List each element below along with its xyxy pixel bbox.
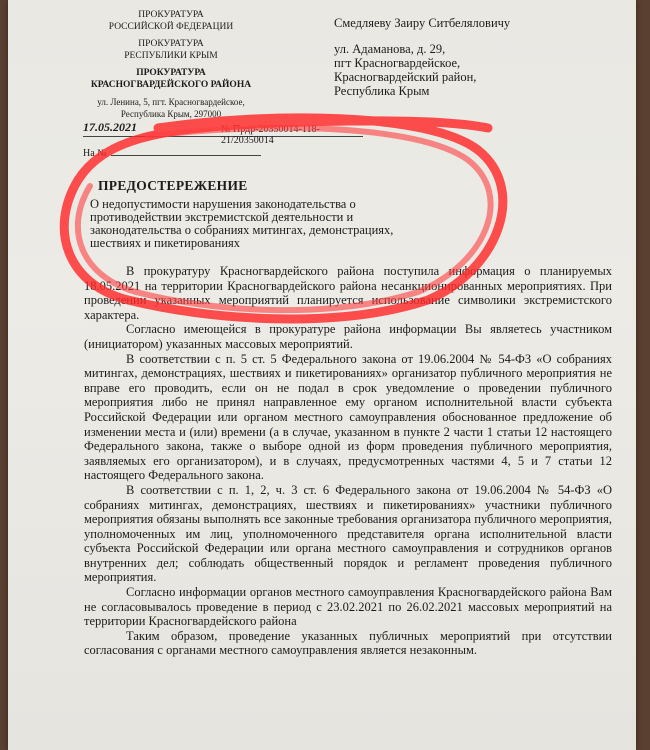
paragraph: Таким образом, проведение указанных публичных мероприятий при отсутствии согласования с органами местного самоуправления является незаконным. [84, 628, 612, 658]
sender-line: КРАСНОГВАРДЕЙСКОГО РАЙОНА [90, 79, 252, 90]
sender-address: ул. Ленина, 5, пгт. Красногвардейское, [97, 97, 245, 107]
number-prefix: № [221, 124, 231, 135]
paragraph: В соответствии с п. 5 ст. 5 Федерального закона от 19.06.2004 № 54-ФЗ «О собраниях митингах, демонстрациях, шествиях и пикетированиях» организатор публичного мероприятия не вправе его проводить, если он не подал в срок уведомление о проведении публичного мероприятия либо не принял направленное ему органом исполнительной власти субъекта Российской Федерации или органом местного самоуправления обоснованное предложение об изменении места и (или) времени (а в случае, указанном в пункте 2 части 1 статьи 12 настоящего Федерального закона, также о выборе одной из форм проведения публичного мероприятия, заявляемых его организатором), и в случаях, предусмотренных частями 4, 5 и 7 статьи 12 настоящего Федерального закона. [84, 351, 612, 483]
paragraph: Согласно имеющейся в прокуратуре района информации Вы являетесь участником (инициатором) указанных массовых мероприятий. [84, 322, 612, 351]
reference-label: На № [83, 148, 107, 159]
sender-line: ПРОКУРАТУРА [136, 68, 206, 78]
document-title: ПРЕДОСТЕРЕЖЕНИЕ [98, 178, 248, 193]
registration-line [83, 120, 363, 146]
document-body [84, 264, 612, 658]
sender-line: РЕСПУБЛИКИ КРЫМ [124, 50, 218, 61]
paragraph: Согласно информации органов местного самоуправления Красногвардейского района Вам не согласовывалось проведение в период с 23.02.2021 по 26.02.2021 массовых мероприятий на территории Красногвардейского района [84, 585, 612, 629]
recipient-address: Республика Крым [334, 84, 430, 98]
recipient-address: ул. Адаманова, д. 29, [334, 42, 446, 56]
sender-line: ПРОКУРАТУРА [138, 39, 204, 49]
document-subject: О недопустимости нарушения законодательства о противодействии экстремистской деятельности и законодательства о собраниях митингах, демонстрациях, шествиях и пикетированиях [90, 197, 394, 250]
document-page [8, 0, 636, 750]
paragraph: В соответствии с п. 1, 2, ч. 3 ст. 6 Федерального закона от 19.06.2004 № 54-ФЗ «О собраниях митингах, демонстрациях, шествиях и пикетированиях» участники публичного мероприятия обязаны выполнять все законные требования организатора публичного мероприятия, уполномоченных им лиц, уполномоченного представителя органа исполнительной власти субъекта Российской Федерации или органа местного самоуправления и сотрудников органов внутренних дел; соблюдать общественный порядок и регламент проведения публичного мероприятия. [84, 482, 612, 585]
document-date: 17.05.2021 [83, 120, 137, 134]
number-value: Прдр-20350014-118-21/20350014 [221, 124, 320, 146]
paragraph: В прокуратуру Красногвардейского района поступила информация о планируемых 18.05.2021 на территории Красногвардейского района несанкционированных мероприятиях. При проведении указанных мероприятий планируется использование символики экстремистского характера. [84, 264, 612, 322]
sender-line: РОССИЙСКОЙ ФЕДЕРАЦИИ [108, 21, 234, 32]
recipient-name: Смедляеву Заиру Ситбеляловичу [334, 16, 511, 30]
sender-block [66, 10, 276, 120]
recipient-address: пгт Красногвардейское, [334, 56, 461, 70]
sender-line: ПРОКУРАТУРА [138, 10, 204, 20]
document-number [221, 124, 363, 146]
sender-address: Республика Крым, 297000 [120, 108, 222, 119]
reference-line [83, 148, 261, 159]
recipient-address: Красногвардейский район, [334, 70, 477, 84]
recipient-block [334, 16, 624, 98]
